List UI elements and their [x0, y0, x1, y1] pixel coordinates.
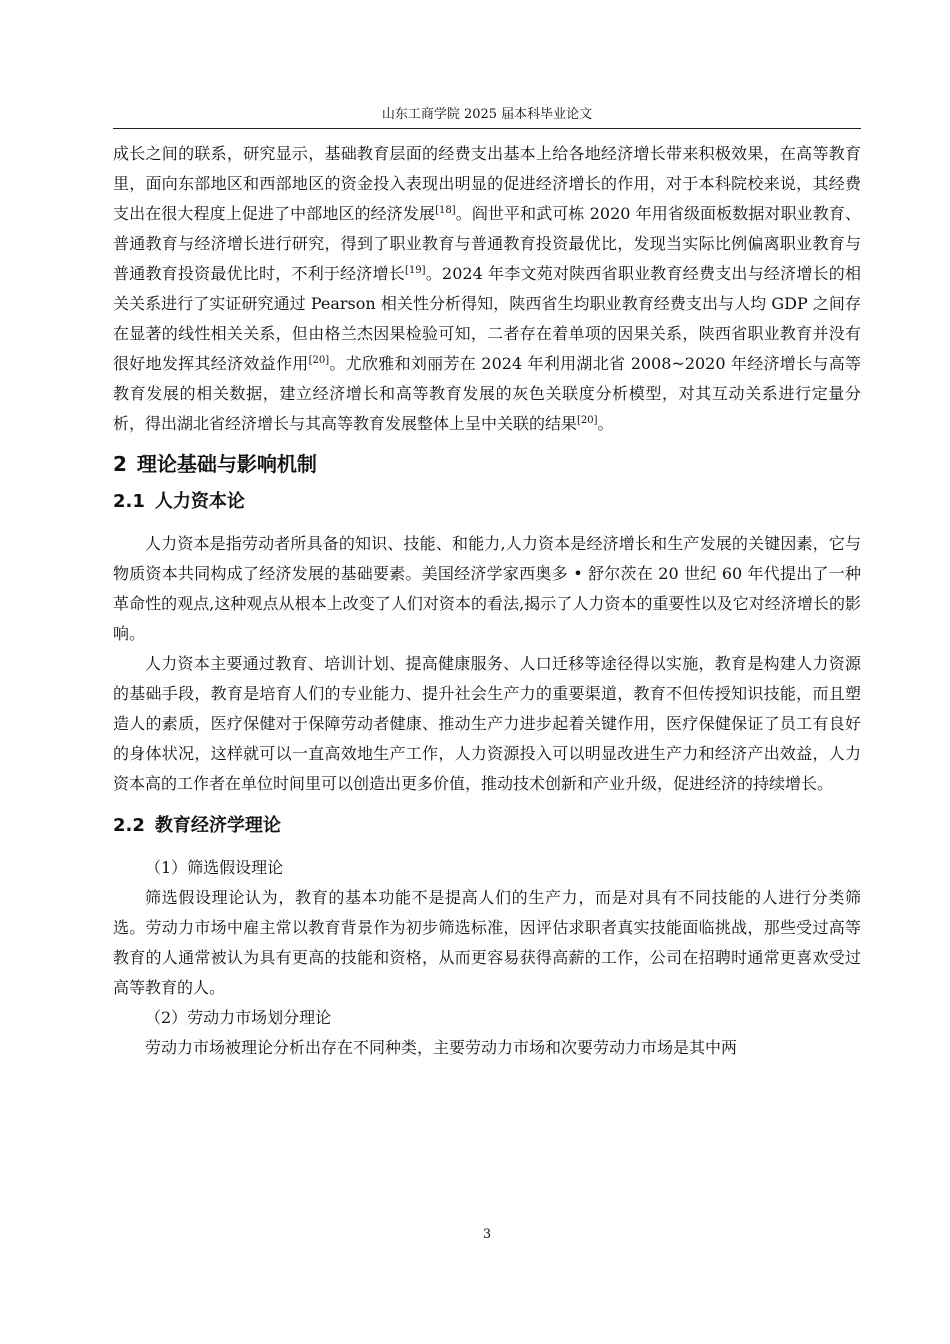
citation: [20] [308, 355, 330, 366]
subsection-number: 2.2 [113, 815, 145, 836]
subsection-number: 2.1 [113, 491, 145, 512]
section-heading-2 [113, 449, 861, 479]
running-header: 山东工商学院 2025 届本科毕业论文 [381, 107, 593, 122]
text-run: 。2024 年李文苑对陕西省职业教育经费支出与经济增长的相关关系进行了实证研究通过 Pearson 相关性分析得知，陕西省生均职业教育经费支出与人均 GDP 之间存在显著的线性相关关系，但由格兰杰因果检验可知，二者存在着单项的因果关系，陕西省职业教育并没有很好地发挥其经济效益作用 [113, 264, 861, 373]
text-run: 成长之间的联系，研究显示，基础教育层面的经费支出基本上给各地经济增长带来积极效果，在高等教育里，面向东部地区和西部地区的资金投入表现出明显的促进经济增长的作用，对于本科院校来说，其经费支出在很大程度上促进了中部地区的经济发展 [113, 144, 861, 223]
text-run: 。阎世平和武可栋 2020 年用省级面板数据对职业教育、普通教育与经济增长进行研究，得到了职业教育与普通教育投资最优比，发现当实际比例偏离职业教育与普通教育投资最优比时，不利于经济增长 [113, 204, 861, 283]
list-label-labor-market-segmentation: （2）劳动力市场划分理论 [145, 1008, 332, 1027]
page-number: 3 [482, 1227, 492, 1242]
citation: [20] [577, 415, 598, 426]
paragraph-human-capital-2: 人力资本主要通过教育、培训计划、提高健康服务、人口迁移等途径得以实施，教育是构建人力资源的基础手段，教育是培育人们的专业能力、提升社会生产力的重要渠道，教育不但传授知识技能，而且塑造人的素质，医疗保健对于保障劳动者健康、推动生产力进步起着关键作用，医疗保健保证了员工有良好的身体状况，这样就可以一直高效地生产工作，人力资源投入可以明显改进生产力和经济产出效益，人力资本高的工作者在单位时间里可以创造出更多价值，推动技术创新和产业升级，促进经济的持续增长。 [113, 654, 861, 793]
header-rule [113, 128, 861, 129]
paragraph-labor-market-segmentation: 劳动力市场被理论分析出存在不同种类，主要劳动力市场和次要劳动力市场是其中两 [145, 1038, 738, 1057]
section-title: 理论基础与影响机制 [136, 452, 317, 476]
paragraph-literature-review [113, 139, 861, 439]
subsection-heading-2-1 [113, 487, 861, 517]
citation: [19] [405, 265, 426, 276]
paragraph-screening-hypothesis: 筛选假设理论认为，教育的基本功能不是提高人们的生产力，而是对具有不同技能的人进行分类筛选。劳动力市场中雇主常以教育背景作为初步筛选标准，因评估求职者真实技能面临挑战，那些受过高等教育的人通常被认为具有更高的技能和资格，从而更容易获得高薪的工作，公司在招聘时通常更喜欢受过高等教育的人。 [113, 888, 861, 997]
text-run: 。尤欣雅和刘丽芳在 2024 年利用湖北省 2008~2020 年经济增长与高等教育发展的相关数据，建立经济增长和高等教育发展的灰色关联度分析模型，对其互动关系进行定量分析，得出湖北省经济增长与其高等教育发展整体上呈中关联的结果 [113, 354, 861, 433]
subsection-title: 教育经济学理论 [154, 815, 281, 836]
text-run: 。 [597, 414, 614, 433]
subsection-title: 人力资本论 [154, 491, 245, 512]
page-body [113, 139, 861, 1063]
list-label-screening-hypothesis: （1）筛选假设理论 [145, 858, 284, 877]
section-number: 2 [113, 452, 127, 476]
paragraph-human-capital-1: 人力资本是指劳动者所具备的知识、技能、和能力,人力资本是经济增长和生产发展的关键因素，它与物质资本共同构成了经济发展的基础要素。美国经济学家西奥多 • 舒尔茨在 20 世纪 60 年代提出了一种革命性的观点,这种观点从根本上改变了人们对资本的看法,揭示了人力资本的重要性以及它对经济增长的影响。 [113, 534, 861, 643]
subsection-heading-2-2 [113, 811, 861, 841]
citation: [18] [435, 205, 456, 216]
